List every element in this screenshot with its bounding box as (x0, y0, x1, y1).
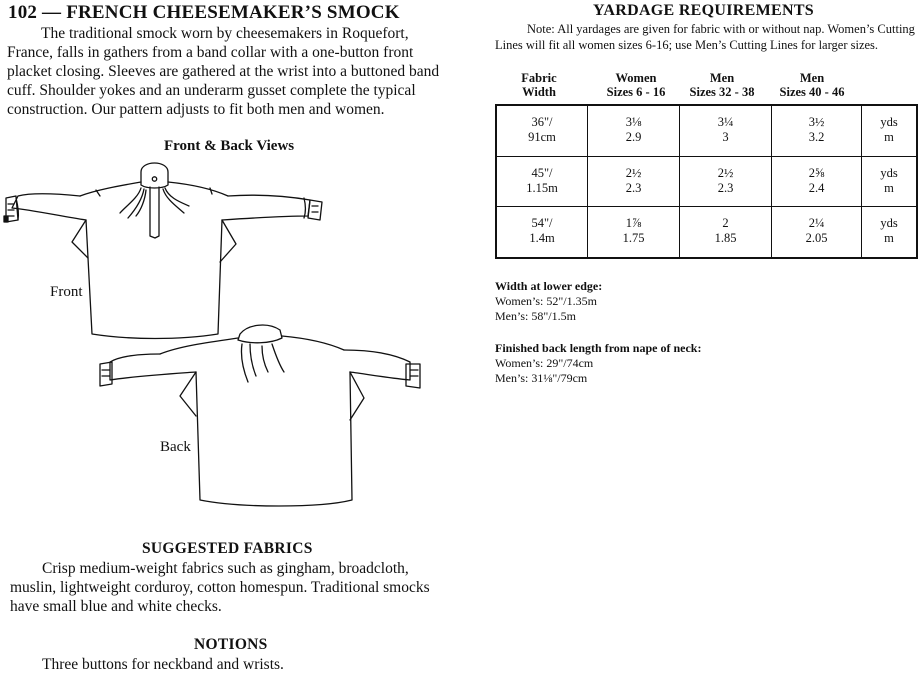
men-40-46-cell: 3½ 3.2 (808, 115, 825, 144)
length-women: Women’s: 29"/74cm (495, 356, 594, 370)
header-line1: Men (799, 71, 825, 85)
table-row (497, 207, 916, 257)
back-view-drawing (100, 325, 420, 506)
back-label: Back (160, 439, 191, 455)
yardage-note: Note: All yardages are given for fabric with or without nap. Women’s Cutting Lines will fit all women sizes 6-16; use Men’s Cutting Lines for larger sizes. (495, 22, 915, 52)
width-women: Women’s: 52"/1.35m (495, 294, 597, 308)
notions-heading: NOTIONS (194, 636, 268, 653)
men-40-46-cell: 2¼ 2.05 (805, 216, 828, 245)
header-men-40-46 (769, 71, 855, 99)
header-line2: Width (522, 85, 556, 99)
table-row (497, 106, 916, 156)
width-men: Men’s: 58"/1.5m (495, 309, 576, 323)
men-32-38-cell: 3¼ 3 (717, 115, 734, 144)
header-fabric-width (509, 71, 569, 99)
women-cell: 3⅛ 2.9 (625, 115, 642, 144)
header-women (596, 71, 676, 99)
back-length-heading: Finished back length from nape of neck: (495, 341, 702, 355)
width-cell: 45"/ 1.15m (526, 166, 558, 195)
table-row (497, 157, 916, 207)
header-line2: Sizes 32 - 38 (689, 85, 755, 99)
views-heading: Front & Back Views (164, 138, 295, 154)
intro-paragraph: The traditional smock worn by cheesemakers in Roquefort, France, falls in gathers from a band collar with a one-button front placket closing. Sleeves are gathered at the wrist into a buttoned band cuff. Shoulder yokes and an underarm gusset complete the typical construction. Our pattern adjusts to fit both men and women. (7, 25, 440, 118)
men-32-38-cell: 2 1.85 (714, 216, 737, 245)
header-line2: Sizes 6 - 16 (606, 85, 666, 99)
yardage-heading: YARDAGE REQUIREMENTS (593, 2, 814, 19)
right-column (493, 0, 921, 674)
front-view-drawing (4, 163, 322, 339)
men-32-38-cell: 2½ 2.3 (717, 166, 734, 195)
width-cell: 36"/ 91cm (528, 115, 556, 144)
width-cell: 54"/ 1.4m (529, 216, 555, 245)
yardage-table (495, 104, 918, 259)
header-line1: Women (615, 71, 657, 85)
notions-paragraph: Three buttons for neckband and wrists. (42, 656, 284, 673)
women-cell: 2½ 2.3 (625, 166, 642, 195)
header-line2: Sizes 40 - 46 (779, 85, 845, 99)
header-line1: Fabric (521, 71, 557, 85)
width-lower-edge-heading: Width at lower edge: (495, 279, 603, 293)
men-40-46-cell: 2⅝ 2.4 (808, 166, 825, 195)
smock-illustration (0, 158, 455, 523)
unit-cell: yds m (880, 216, 898, 245)
women-cell: 1⅞ 1.75 (622, 216, 645, 245)
front-label: Front (50, 284, 83, 300)
left-column (0, 0, 455, 674)
header-line1: Men (709, 71, 735, 85)
unit-cell: yds m (880, 115, 898, 144)
header-men-32-38 (679, 71, 765, 99)
length-men: Men’s: 31⅛"/79cm (495, 371, 588, 385)
fabrics-heading: SUGGESTED FABRICS (142, 540, 313, 557)
unit-cell: yds m (880, 166, 898, 195)
pattern-title: 102 — FRENCH CHEESEMAKER’S SMOCK (8, 2, 400, 23)
fabrics-paragraph: Crisp medium-weight fabrics such as gingham, broadcloth, muslin, lightweight corduroy, cotton homespun. Traditional smocks have small blue and white checks. (10, 560, 430, 615)
